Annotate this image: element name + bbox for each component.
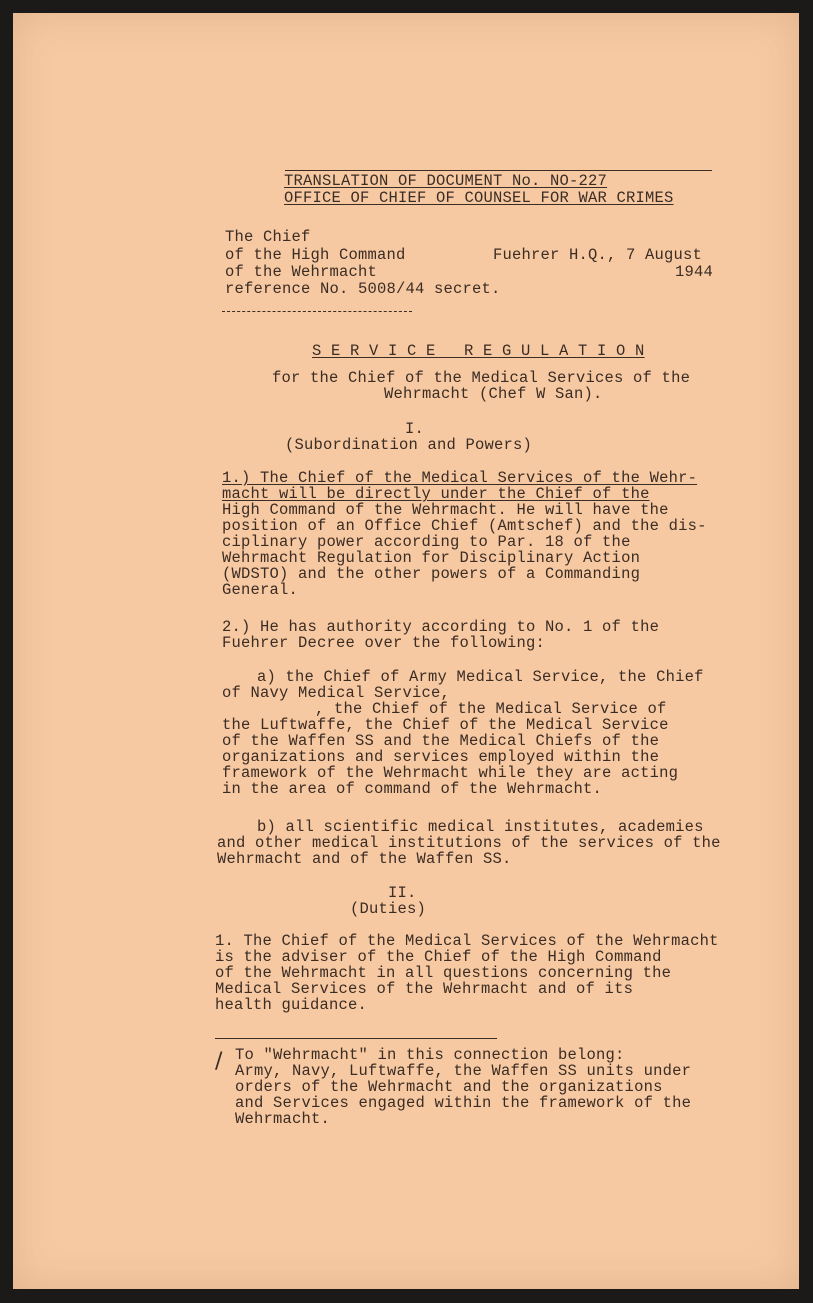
item-a-line-6: organizations and services employed within the (222, 748, 660, 766)
office-line: OFFICE OF CHIEF OF COUNSEL FOR WAR CRIMES (284, 189, 674, 207)
footnote-line-2: Army, Navy, Luftwaffe, the Waffen SS units under (235, 1062, 692, 1080)
sender-line-3: of the Wehrmacht (225, 263, 378, 281)
regulation-title: S E R V I C E R E G U L A T I O N (312, 342, 645, 360)
paragraph-1-line-2: macht will be directly under the Chief of the (222, 485, 650, 503)
paragraph-1-line-7: (WDSTO) and the other powers of a Commanding (222, 565, 641, 583)
regulation-subtitle-1: for the Chief of the Medical Services of the (272, 369, 691, 387)
duties-line-1: 1. The Chief of the Medical Services of the Wehrmacht (215, 932, 719, 950)
footnote-line-3: orders of the Wehrmacht and the organizations (235, 1078, 663, 1096)
item-a-line-3: , the Chief of the Medical Service of (315, 700, 667, 718)
section-2-numeral: II. (388, 884, 417, 902)
section-1-numeral: I. (405, 420, 425, 438)
separator-rule (222, 311, 412, 312)
duties-line-4: Medical Services of the Wehrmacht and of its (215, 980, 634, 998)
section-1-heading: (Subordination and Powers) (285, 436, 533, 454)
place-date: Fuehrer H.Q., 7 August (493, 246, 703, 264)
paragraph-1-line-6: Wehrmacht Regulation for Disciplinary Action (222, 549, 641, 567)
paragraph-1-line-1: 1.) The Chief of the Medical Services of the Wehr- (222, 469, 698, 487)
item-b-line-3: Wehrmacht and of the Waffen SS. (217, 850, 512, 868)
duties-line-3: of the Wehrmacht in all questions concerning the (215, 964, 672, 982)
item-b-line-1: b) all scientific medical institutes, academies (257, 818, 704, 836)
sender-line-2: of the High Command (225, 246, 406, 264)
footnote-line-4: and Services engaged within the framework of the (235, 1094, 692, 1112)
sender-line-1: The Chief (225, 228, 311, 246)
reference-number: reference No. 5008/44 secret. (225, 280, 501, 298)
item-b-line-2: and other medical institutions of the services of the (217, 834, 721, 852)
document-title: TRANSLATION OF DOCUMENT No. NO-227 (284, 172, 608, 190)
item-a-line-5: of the Waffen SS and the Medical Chiefs of the (222, 732, 660, 750)
duties-line-2: is the adviser of the Chief of the High Command (215, 948, 662, 966)
footnote-mark: / (215, 1049, 223, 1074)
item-a-line-1: a) the Chief of Army Medical Service, the Chief (257, 668, 704, 686)
duties-line-5: health guidance. (215, 996, 368, 1014)
date-year: 1944 (675, 263, 714, 281)
paragraph-1-line-3: High Command of the Wehrmacht. He will have the (222, 501, 669, 519)
footnote-line-5: Wehrmacht. (235, 1110, 331, 1128)
regulation-subtitle-2: Wehrmacht (Chef W San). (384, 385, 603, 403)
item-a-line-7: framework of the Wehrmacht while they are acting (222, 764, 679, 782)
header-rule-top (285, 170, 712, 171)
document-page (13, 13, 799, 1289)
item-a-line-2: of Navy Medical Service, (222, 684, 451, 702)
paragraph-2-line-2: Fuehrer Decree over the following: (222, 634, 546, 652)
item-a-line-4: the Luftwaffe, the Chief of the Medical Service (222, 716, 669, 734)
paragraph-1-line-8: General. (222, 581, 299, 599)
footnote-line-1: To "Wehrmacht" in this connection belong: (235, 1046, 625, 1064)
item-a-line-8: in the area of command of the Wehrmacht. (222, 780, 603, 798)
section-2-heading: (Duties) (350, 900, 427, 918)
paragraph-1-line-4: position of an Office Chief (Amtschef) and the dis- (222, 517, 707, 535)
paragraph-2-line-1: 2.) He has authority according to No. 1 of the (222, 618, 660, 636)
footnote-rule (215, 1038, 497, 1039)
paragraph-1-line-5: ciplinary power according to Par. 18 of the (222, 533, 631, 551)
